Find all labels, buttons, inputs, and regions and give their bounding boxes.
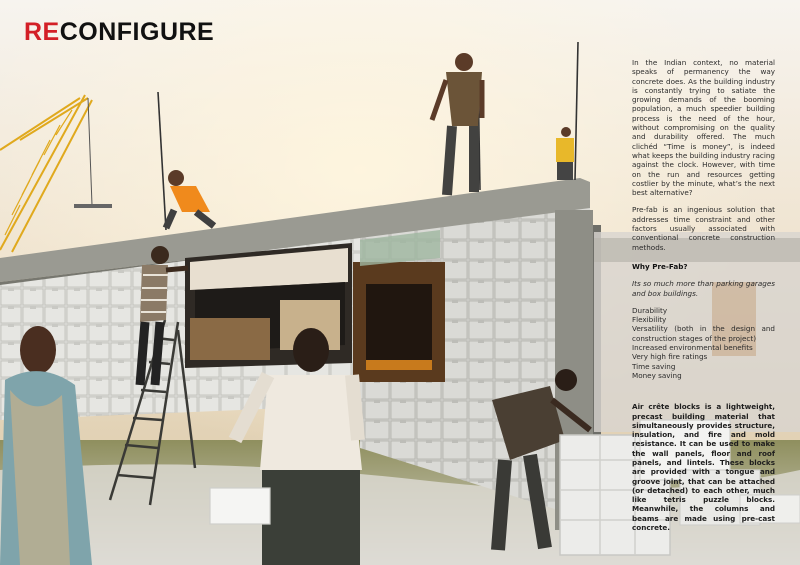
why-prefab-subtitle: Its so much more than parking garages and box buildings.: [632, 279, 775, 298]
list-item: Durability: [632, 305, 668, 315]
list-item: Very high fire ratings: [632, 352, 708, 362]
title-rest: CONFIGURE: [59, 18, 215, 46]
title-accent: RE: [24, 18, 60, 46]
list-item: Money saving: [632, 370, 682, 380]
why-prefab-heading: Why Pre-Fab?: [632, 261, 688, 271]
benefits-list: [632, 306, 775, 380]
why-prefab-section: [632, 262, 775, 380]
list-item: Flexibility: [632, 315, 667, 325]
prefab-paragraph: Pre-fab is an ingenious solution that addresses time constraint and other factors usually associated with conventional concrete construction methods.: [632, 205, 775, 252]
aircrete-paragraph: Air crête blocks is a lightweight, precast building material that simultaneously provides structure, insulation, and fire and mold resistance. It can be used to make the wall panels, floor and roof panels, and lintels. These blocks are provided with a tongue and groove joint, that can be attached (or detached) to each other, much like tetris puzzle blocks. Meanwhile, the columns and beams are made using pre-cast concrete.: [632, 402, 775, 533]
page-title: [24, 20, 214, 45]
intro-paragraph: In the Indian context, no material speaks of permanency the way concrete does. As the building industry is constantly trying to satiate the growing demands of the booming population, a much speedier building process is the need of the hour, without compromising on the quality and durability offered. The much clichéd “Time is money”, is indeed what keeps the building industry racing against the clock. However, with time on the run and resources getting costlier by the minute, what’s the next best alternative?: [632, 58, 775, 198]
list-item: Increased environmental benefits: [632, 343, 753, 353]
article-text-column: [632, 58, 775, 540]
list-item: Versatility (both in the design and construction stages of the project): [632, 324, 775, 343]
list-item: Time saving: [632, 361, 676, 371]
